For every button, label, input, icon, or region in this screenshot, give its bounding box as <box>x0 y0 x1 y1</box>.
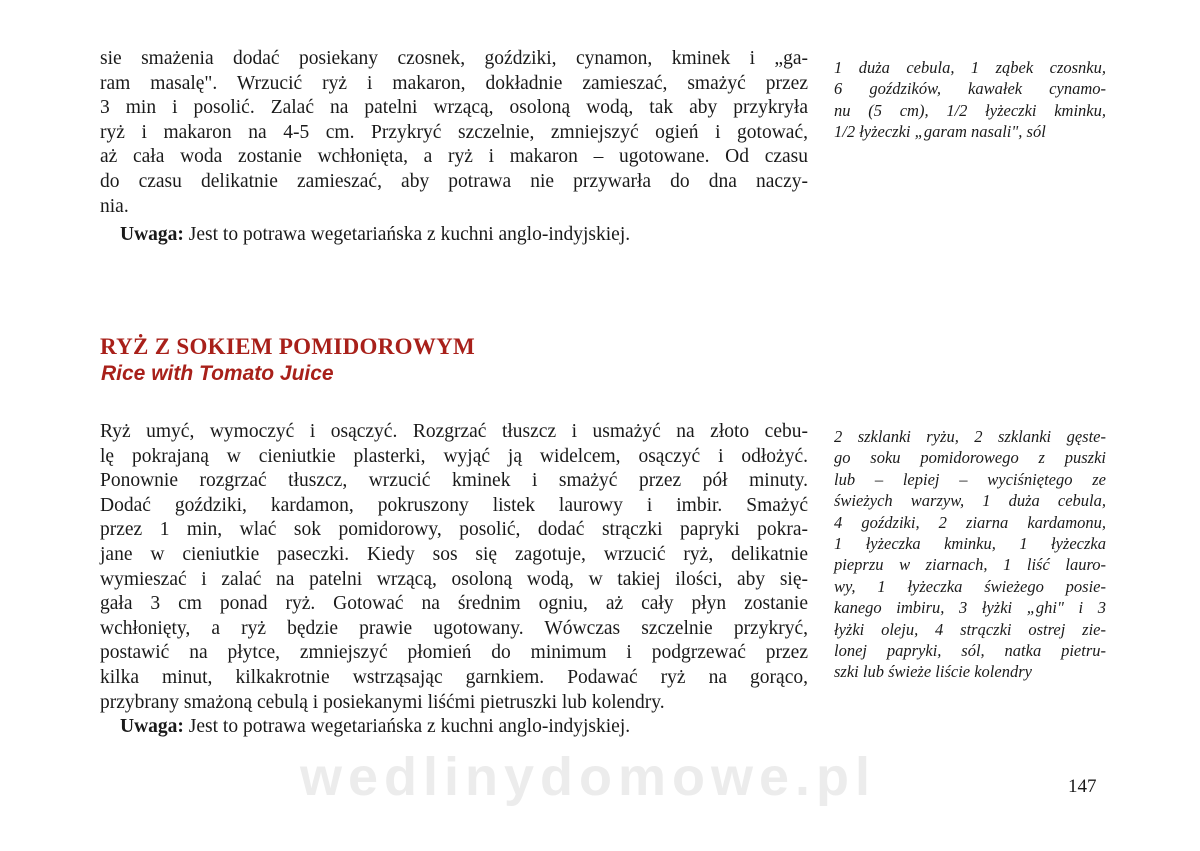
text-line: wchłonięty, a ryż będzie prawie ugotowany. Wówczas szczelnie przykryć, <box>100 617 808 639</box>
ingredient-line: nu (5 cm), 1/2 łyżeczki kminku, <box>834 100 1106 120</box>
text-line: jane w cieniutkie paseczki. Kiedy sos się zagotuje, wrzucić ryż, delikatnie <box>100 543 808 565</box>
ingredient-line: łyżki oleju, 4 strączki ostrej zie- <box>834 619 1106 639</box>
top-note <box>120 223 630 247</box>
text-line: przybrany smażoną cebulą i posiekanymi liśćmi pietruszki lub kolendry. <box>100 691 665 713</box>
page-number: 147 <box>1068 776 1097 797</box>
recipe-paragraph <box>100 420 808 715</box>
ingredient-line: pieprzu w ziarnach, 1 liść lauro- <box>834 555 1106 575</box>
note-text: Jest to potrawa wegetariańska z kuchni anglo-indyjskiej. <box>183 716 631 737</box>
text-line: gała 3 cm ponad ryż. Gotować na średnim ogniu, aż cały płyn zostanie <box>100 593 808 615</box>
ingredient-line: świeżych warzyw, 1 duża cebula, <box>834 491 1106 511</box>
note-text: Jest to potrawa wegetariańska z kuchni anglo-indyjskiej. <box>183 224 631 245</box>
top-paragraph <box>100 47 808 219</box>
ingredient-line: 2 szklanki ryżu, 2 szklanki gęste- <box>834 427 1106 446</box>
ingredient-line: szki lub świeże liście kolendry <box>834 662 1032 682</box>
text-line: Dodać goździki, kardamon, pokruszony listek laurowy i imbir. Smażyć <box>100 494 808 516</box>
text-line: lę pokrajaną w cieniutkie plasterki, wyjąć ją widelcem, osączyć i odłożyć. <box>100 445 808 467</box>
ingredient-line: lonej papryki, sól, natka pietru- <box>834 641 1106 661</box>
text-line: aż cała woda zostanie wchłonięta, a ryż i makaron – ugotowane. Od czasu <box>100 146 808 168</box>
text-line: ram masalę". Wrzucić ryż i makaron, dokładnie zamieszać, smażyć przez <box>100 72 808 94</box>
text-line: Ponownie rozgrzać tłuszcz, wrzucić kminek i smażyć przez pół minuty. <box>100 470 808 492</box>
text-line: przez 1 min, wlać sok pomidorowy, posolić, dodać strączki papryki pokra- <box>100 519 808 541</box>
recipe-note <box>120 715 630 739</box>
ingredient-line: wy, 1 łyżeczka świeżego posie- <box>834 576 1106 596</box>
recipe-subtitle: Rice with Tomato Juice <box>101 362 334 385</box>
note-label: Uwaga: <box>120 224 184 245</box>
text-line: do czasu delikatnie zamieszać, aby potrawa nie przywarła do dna naczy- <box>100 170 808 192</box>
top-ingredients <box>834 57 1106 143</box>
text-line: ryż i makaron na 4-5 cm. Przykryć szczelnie, zmniejszyć ogień i gotować, <box>100 121 808 143</box>
text-line: wymieszać i zalać na patelni wrzącą, osoloną wodą, w takiej ilości, aby się- <box>100 568 808 590</box>
text-line: 3 min i posolić. Zalać na patelni wrzącą, osoloną wodą, tak aby przykryła <box>100 97 808 119</box>
ingredient-line: 1 duża cebula, 1 ząbek czosnku, <box>834 58 1106 77</box>
ingredient-line: 1/2 łyżeczki „garam nasali", sól <box>834 122 1046 142</box>
ingredient-line: 1 łyżeczka kminku, 1 łyżeczka <box>834 534 1106 554</box>
recipe-ingredients <box>834 426 1106 683</box>
ingredient-line: lub – lepiej – wyciśniętego ze <box>834 469 1106 489</box>
note-label: Uwaga: <box>120 716 184 737</box>
ingredient-line: kanego imbiru, 3 łyżki „ghi" i 3 <box>834 598 1106 618</box>
recipe-title: RYŻ Z SOKIEM POMIDOROWYM <box>100 334 476 359</box>
text-line: sie smażenia dodać posiekany czosnek, goździki, cynamon, kminek i „ga- <box>100 48 808 69</box>
ingredient-line: 4 goździki, 2 ziarna kardamonu, <box>834 512 1106 532</box>
text-line: postawić na płytce, zmniejszyć płomień do minimum i podgrzewać przez <box>100 642 808 664</box>
watermark: wedlinydomowe.pl <box>300 747 877 807</box>
text-line: nia. <box>100 195 129 217</box>
text-line: Ryż umyć, wymoczyć i osączyć. Rozgrzać tłuszcz i usmażyć na złoto cebu- <box>100 421 808 442</box>
ingredient-line: 6 goździków, kawałek cynamo- <box>834 79 1106 99</box>
text-line: kilka minut, kilkakrotnie wstrząsając garnkiem. Podawać ryż na gorąco, <box>100 666 808 688</box>
ingredient-line: go soku pomidorowego z puszki <box>834 448 1106 468</box>
